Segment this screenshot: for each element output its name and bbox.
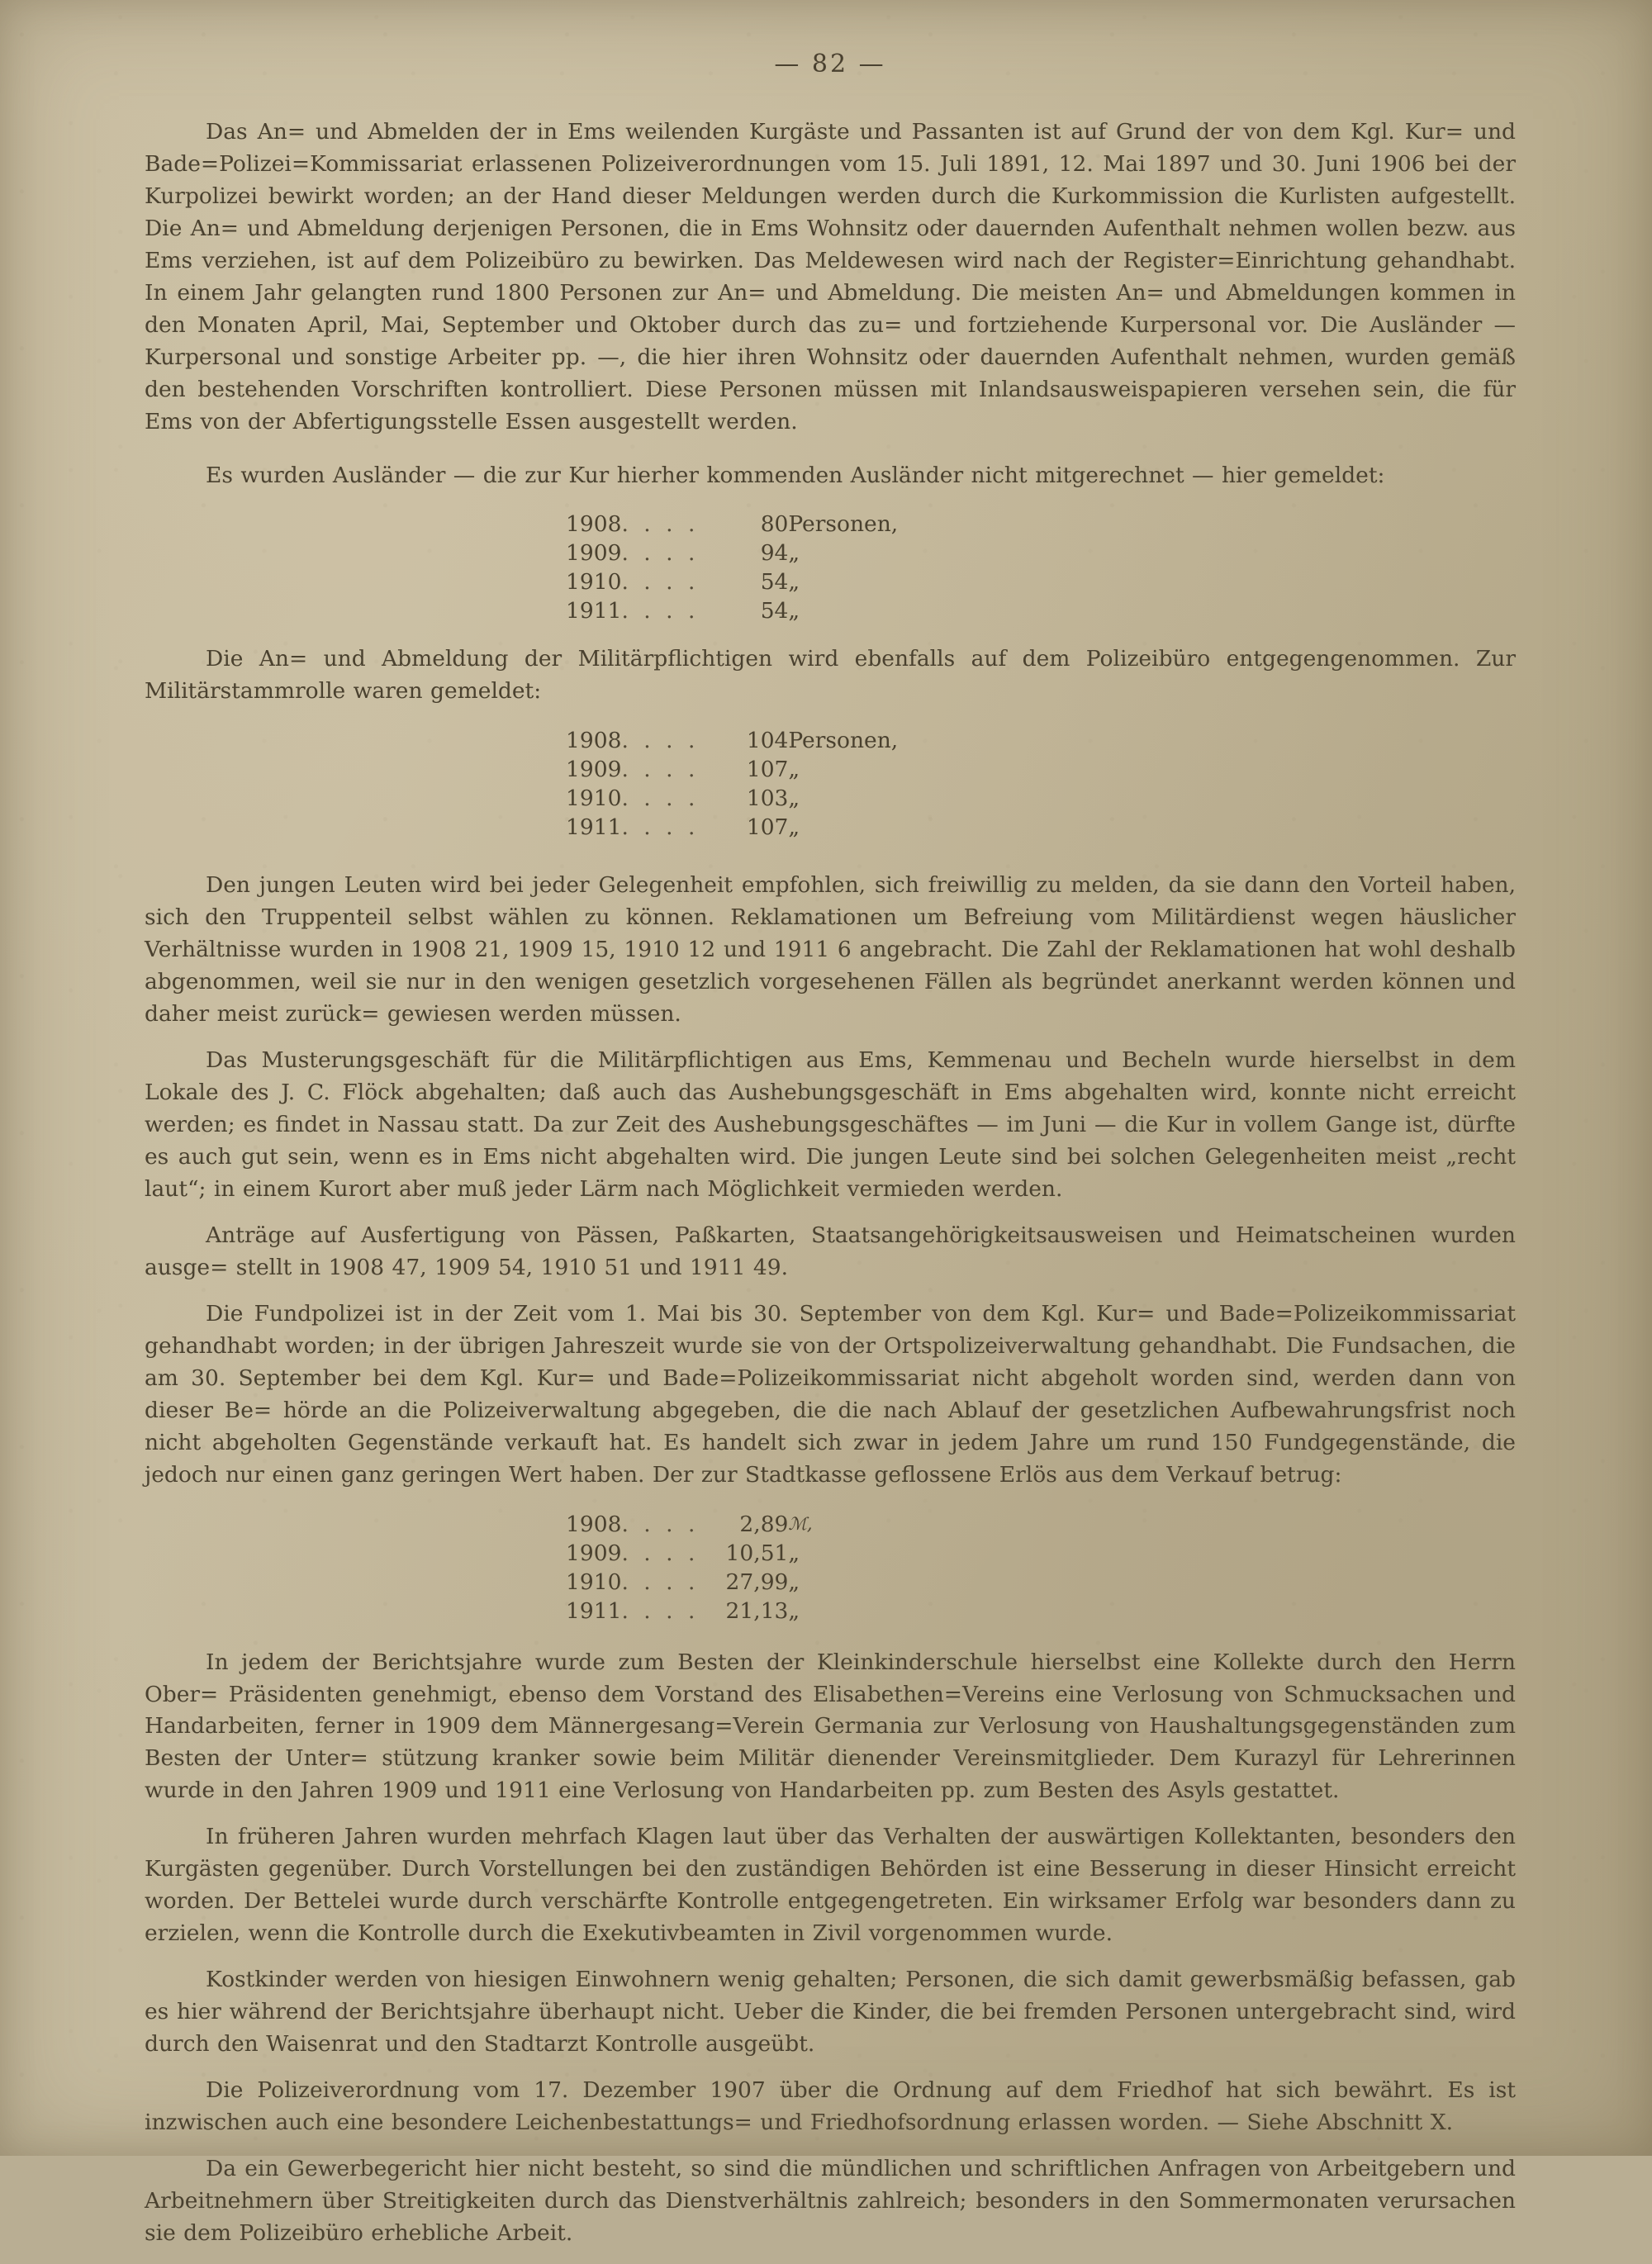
paragraph-passports: Anträge auf Ausfertigung von Pässen, Paßkarten, Staatsangehörigkeitsausweisen und Heimatscheinen wurden ausge= stellt in 1908 47, 1909 54, 1910 51 und 1911 49. [145,1222,1516,1280]
value: 27,99 [725,1569,789,1595]
unit: Personen, [788,728,899,754]
table-military-roll-by-year [566,726,898,842]
paragraph-labour-disputes: Da ein Gewerbegericht hier nicht besteht, so sind die mündlichen und schriftlichen Anfragen von Arbeitgebern und Arbeitnehmern über Streitigkeiten durch das Dienstverhältnis zahlreich; besonders in den Sommermonaten verursachen sie dem Polizeibüro erhebliche Arbeit. [145,2155,1516,2246]
value: 103 [746,786,789,812]
unit: „ [788,1569,800,1595]
unit: „ [788,1540,800,1566]
year-label: 1910 [566,569,622,596]
value: 54 [760,598,789,624]
leader-dots: . . . . [621,1540,700,1566]
value: 94 [760,540,789,567]
unit: „ [788,757,800,783]
leader-dots: . . . . [621,569,700,596]
year-label: 1911 [566,814,622,841]
year-label: 1911 [566,1597,622,1624]
unit: ℳ, [788,1514,813,1535]
leader-dots: . . . . [621,540,700,567]
unit: „ [788,540,800,567]
paragraph-found-property: Die Fundpolizei ist in der Zeit vom 1. Mai bis 30. September von dem Kgl. Kur= und Bade=Polizeikommissariat gehandhabt worden; in der übrigen Jahreszeit wurde sie von der Ortspolizeiverwaltung gehandhabt. Die Fundsachen, die am 30. September bei dem Kgl. Kur= und Bade=Polizeikommissariat nicht abgeholt worden sind, werden dann von dieser Be= hörde an die Polizeiverwaltung abgegeben, die die nach Ablauf der gesetzlichen Aufbewahrungsfrist noch nicht abgeholten Gegenstände verkauft hat. Es handelt sich zwar in jedem Jahre um rund 150 Fundgegenstände, die jedoch nur einen ganz geringen Wert haben. Der zur Stadtkasse geflossene Erlös aus dem Verkauf betrug: [145,1300,1516,1488]
unit: „ [788,786,800,812]
unit: Personen, [788,511,899,538]
unit: „ [788,569,800,596]
table-row [566,1597,813,1626]
leader-dots: . . . . [621,814,700,841]
value: 54 [760,569,789,596]
table-row [566,567,898,596]
table-row [566,755,898,784]
unit: „ [788,598,800,624]
table-row [566,813,898,842]
value: 107 [746,814,789,841]
year-label: 1908 [566,1511,622,1537]
unit: „ [788,1597,800,1624]
year-label: 1908 [566,511,622,538]
table-row [566,726,898,755]
table-foreigners-by-year [566,510,898,625]
year-label: 1911 [566,598,622,624]
leader-dots: . . . . [621,757,700,783]
leader-dots: . . . . [621,598,700,624]
year-label: 1910 [566,786,622,812]
paragraph-volunteer-advice: Den jungen Leuten wird bei jeder Gelegenheit empfohlen, sich freiwillig zu melden, da sie dann den Vorteil haben, sich den Truppenteil selbst wählen zu können. Reklamationen um Befreiung vom Militärdienst wegen häuslicher Verhältnisse wurden in 1908 21, 1909 15, 1910 12 und 1911 6 angebracht. Die Zahl der Reklamationen hat wohl deshalb abgenommen, weil sie nur in den wenigen gesetzlich vorgesehenen Fällen als begründet anerkannt werden können und daher meist zurück= gewiesen werden müssen. [145,872,1516,1028]
table-found-property-proceeds [566,1510,813,1626]
value: 21,13 [725,1597,789,1624]
unit: „ [788,814,800,841]
paragraph-collections-lotteries: In jedem der Berichtsjahre wurde zum Besten der Kleinkinderschule hierselbst eine Kollekte durch den Herrn Ober= Präsidenten genehmigt, ebenso dem Vorstand des Elisabethen=Vereins eine Verlosung von Schmucksachen und Handarbeiten, ferner in 1909 dem Männergesang=Verein Germania zur Verlosung von Haushaltungsgegenständen zum Besten der Unter= stützung kranker sowie beim Militär dienender Vereinsmitglieder. Dem Kurazyl für Lehrerinnen wurde in den Jahren 1909 und 1911 eine Verlosung von Handarbeiten pp. zum Besten des Asyls gestattet. [145,1649,1516,1804]
year-label: 1908 [566,728,622,754]
paragraph-registration-overview: Das An= und Abmelden der in Ems weilenden Kurgäste und Passanten ist auf Grund der von dem Kgl. Kur= und Bade=Polizei=Kommissariat erlassenen Polizeiverordnungen vom 15. Juli 1891, 12. Mai 1897 und 30. Juni 1906 bei der Kurpolizei bewirkt worden; an der Hand dieser Meldungen werden durch die Kurkommission die Kurlisten aufgestellt. Die An= und Abmeldung derjenigen Personen, die in Ems Wohnsitz oder dauernden Aufenthalt nehmen wollen bezw. aus Ems verziehen, ist auf dem Polizeibüro zu bewirken. Das Meldewesen wird nach der Register=Einrichtung gehandhabt. In einem Jahr gelangten rund 1800 Personen zur An= und Abmeldung. Die meisten An= und Abmeldungen kommen in den Monaten April, Mai, September und Oktober durch das zu= und fortziehende Kurpersonal vor. Die Ausländer — Kurpersonal und sonstige Arbeiter pp. —, die hier ihren Wohnsitz oder dauernden Aufenthalt nehmen, wurden gemäß den bestehenden Vorschriften kontrolliert. Diese Personen müssen mit Inlandsausweispapieren versehen sein, die für Ems von der Abfertigungsstelle Essen ausgestellt werden. [145,119,1516,434]
paragraph-muster-business: Das Musterungsgeschäft für die Militärpflichtigen aus Ems, Kemmenau und Becheln wurde hierselbst in dem Lokale des J. C. Flöck abgehalten; daß auch das Aushebungsgeschäft in Ems abgehalten wird, konnte nicht erreicht werden; es findet in Nassau statt. Da zur Zeit des Aushebungsgeschäftes — im Juni — die Kur in vollem Gange ist, dürfte es auch gut sein, wenn es in Ems nicht abgehalten wird. Die jungen Leute sind bei solchen Gelegenheiten meist „recht laut“; in einem Kurort aber muß jeder Lärm nach Möglichkeit vermieden werden. [145,1047,1516,1202]
value: 104 [746,728,789,754]
year-label: 1909 [566,540,622,567]
value: 107 [746,757,789,783]
leader-dots: . . . . [621,728,700,754]
table-row [566,510,898,539]
year-label: 1909 [566,1540,622,1566]
value: 2,89 [739,1511,789,1537]
table-row [566,1539,813,1568]
year-label: 1909 [566,757,622,783]
table-row [566,784,898,813]
leader-dots: . . . . [621,1511,700,1537]
leader-dots: . . . . [621,511,700,538]
table-row [566,1510,813,1539]
paragraph-cemetery-ordinance: Die Polizeiverordnung vom 17. Dezember 1907 über die Ordnung auf dem Friedhof hat sich bewährt. Es ist inzwischen auch eine besondere Leichenbestattungs= und Friedhofsordnung erlassen worden. — Siehe Abschnitt X. [145,2077,1516,2135]
table-row [566,596,898,625]
leader-dots: . . . . [621,1569,700,1595]
value: 10,51 [725,1540,789,1566]
paragraph-foreigners-intro: Es wurden Ausländer — die zur Kur hierher kommenden Ausländer nicht mitgerechnet — hier gemeldet: [206,462,1385,488]
table-row [566,1568,813,1597]
page-number: — 82 — [774,50,886,78]
paragraph-collectors-complaints: In früheren Jahren wurden mehrfach Klagen laut über das Verhalten der auswärtigen Kollektanten, besonders den Kurgästen gegenüber. Durch Vorstellungen bei den zuständigen Behörden ist eine Besserung in dieser Hinsicht erreicht worden. Der Bettelei wurde durch verschärfte Kontrolle entgegengetreten. Ein wirksamer Erfolg war besonders dann zu erzielen, wenn die Kontrolle durch die Exekutivbeamten in Zivil vorgenommen wurde. [145,1824,1516,1947]
leader-dots: . . . . [621,1597,700,1624]
paragraph-military-roll-intro: Die An= und Abmeldung der Militärpflichtigen wird ebenfalls auf dem Polizeibüro entgegengenommen. Zur Militärstammrolle waren gemeldet: [145,646,1516,705]
page-content [145,50,1516,2264]
leader-dots: . . . . [621,786,700,812]
table-row [566,539,898,567]
paragraph-foster-children: Kostkinder werden von hiesigen Einwohnern wenig gehalten; Personen, die sich damit gewerbsmäßig befassen, gab es hier während der Berichtsjahre überhaupt nicht. Ueber die Kinder, die bei fremden Personen untergebracht sind, wird durch den Waisenrat und den Stadtarzt Kontrolle ausgeübt. [145,1967,1516,2058]
year-label: 1910 [566,1569,622,1595]
value: 80 [760,511,789,538]
